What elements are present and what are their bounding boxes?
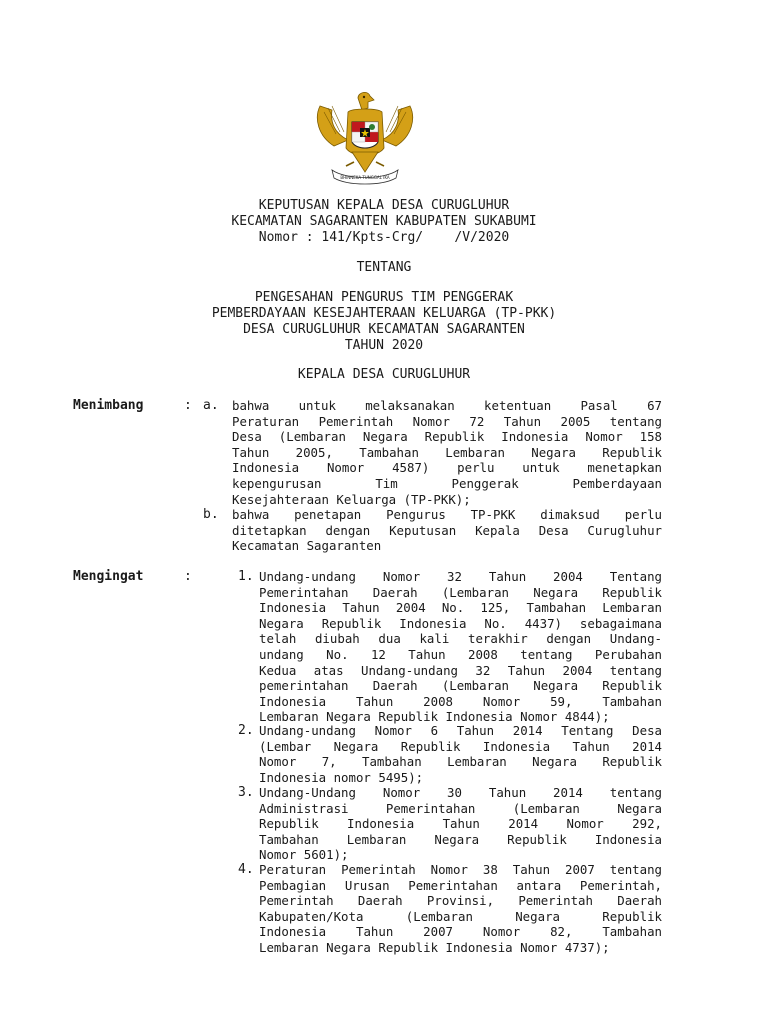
decree-number: Nomor : 141/Kpts-Crg/ /V/2020 xyxy=(258,230,510,245)
mengingat-item-4 xyxy=(259,862,662,956)
svg-text:BHINNEKA TUNGGAL IKA: BHINNEKA TUNGGAL IKA xyxy=(340,175,390,180)
tentang-heading: TENTANG xyxy=(356,260,412,275)
text-line: undang No. 12 Tahun 2008 tentang Perubahan xyxy=(259,646,662,662)
decree-subject: PENGESAHAN PENGURUS TIM PENGGERAK PEMBERDAYAAN KESEJAHTERAAN KELUARGA (TP-PKK) DESA CURUGLUHUR KECAMATAN SAGARANTEN TAHUN 2020 xyxy=(211,290,557,353)
text-line: Negara Republik Indonesia No. 4437) sebagaimana xyxy=(259,615,662,631)
text-line: Peraturan Pemerintah Nomor 38 Tahun 2007 tentang xyxy=(259,862,662,877)
text-line: bahwa penetapan Pengurus TP-PKK dimaksud perlu xyxy=(232,507,662,522)
text-line: telah diubah dua kali terakhir dengan Undang- xyxy=(259,631,662,647)
text-line: Nomor 5601); xyxy=(259,847,349,863)
text-line: pemerintahan Daerah (Lembaran Negara Republik xyxy=(259,678,662,694)
text-line: Lembaran Negara Republik Indonesia Nomor 4737); xyxy=(259,939,610,955)
text-line: Kesejahteraan Keluarga (TP-PKK); xyxy=(232,491,471,507)
text-line: Peraturan Pemerintah Nomor 72 Tahun 2005 tentang xyxy=(232,413,662,429)
text-line: Kabupaten/Kota (Lembaran Negara Republik xyxy=(259,908,662,924)
text-line: kepengurusan Tim Penggerak Pemberdayaan xyxy=(232,475,662,491)
text-line: Indonesia Tahun 2008 Nomor 59, Tambahan xyxy=(259,693,662,709)
garuda-pancasila-emblem xyxy=(312,88,418,188)
text-line: Indonesia Tahun 2007 Nomor 82, Tambahan xyxy=(259,924,662,940)
menimbang-marker-b: b. xyxy=(203,507,219,522)
official-title: KEPALA DESA CURUGLUHUR xyxy=(297,367,471,382)
menimbang-colon: : xyxy=(184,398,192,413)
mengingat-marker-3: 3. xyxy=(238,785,254,800)
menimbang-item-a xyxy=(232,398,662,507)
text-line: Republik Indonesia Tahun 2014 Nomor 292, xyxy=(259,816,662,832)
text-line: Pemerintah Daerah Provinsi, Pemerintah Daerah xyxy=(259,893,662,909)
mengingat-label: Mengingat xyxy=(73,569,144,584)
mengingat-marker-4: 4. xyxy=(238,862,254,877)
text-line: Pemerintahan Daerah (Lembaran Negara Republik xyxy=(259,584,662,600)
text-line: Desa (Lembaran Negara Republik Indonesia Nomor 158 xyxy=(232,429,662,445)
text-line: Undang-undang Nomor 32 Tahun 2004 Tentang xyxy=(259,569,662,584)
mengingat-colon: : xyxy=(184,569,192,584)
text-line: Indonesia Nomor 4587) perlu untuk menetapkan xyxy=(232,460,662,476)
text-line: ditetapkan dengan Keputusan Kepala Desa Curugluhur xyxy=(232,522,662,538)
text-line: Kecamatan Sagaranten xyxy=(232,538,382,554)
text-line: bahwa untuk melaksanakan ketentuan Pasal 67 xyxy=(232,398,662,413)
decree-header xyxy=(0,198,768,246)
text-line: (Lembar Negara Republik Indonesia Tahun 2014 xyxy=(259,738,662,754)
text-line: Administrasi Pemerintahan (Lembaran Negara xyxy=(259,800,662,816)
text-line: Undang-undang Nomor 6 Tahun 2014 Tentang Desa xyxy=(259,723,662,738)
decree-region: KECAMATAN SAGARANTEN KABUPATEN SUKABUMI xyxy=(231,214,537,229)
mengingat-item-1 xyxy=(259,569,662,725)
text-line: Indonesia Tahun 2004 No. 125, Tambahan Lembaran xyxy=(259,600,662,616)
text-line: Tambahan Lembaran Negara Republik Indonesia xyxy=(259,831,662,847)
menimbang-label: Menimbang xyxy=(73,398,144,413)
text-line: Pembagian Urusan Pemerintahan antara Pemerintah, xyxy=(259,877,662,893)
mengingat-item-3 xyxy=(259,785,662,863)
text-line: Undang-Undang Nomor 30 Tahun 2014 tentang xyxy=(259,785,662,800)
menimbang-item-b xyxy=(232,507,662,554)
text-line: Indonesia nomor 5495); xyxy=(259,769,424,785)
text-line: Lembaran Negara Republik Indonesia Nomor 4844); xyxy=(259,709,610,725)
text-line: Tahun 2005, Tambahan Lembaran Negara Republik xyxy=(232,444,662,460)
text-line: Nomor 7, Tambahan Lembaran Negara Republik xyxy=(259,754,662,770)
menimbang-marker-a: a. xyxy=(203,398,219,413)
decree-title: KEPUTUSAN KEPALA DESA CURUGLUHUR xyxy=(258,198,510,213)
mengingat-marker-1: 1. xyxy=(238,569,254,584)
text-line: Kedua atas Undang-undang 32 Tahun 2004 tentang xyxy=(259,662,662,678)
mengingat-marker-2: 2. xyxy=(238,723,254,738)
mengingat-item-2 xyxy=(259,723,662,785)
